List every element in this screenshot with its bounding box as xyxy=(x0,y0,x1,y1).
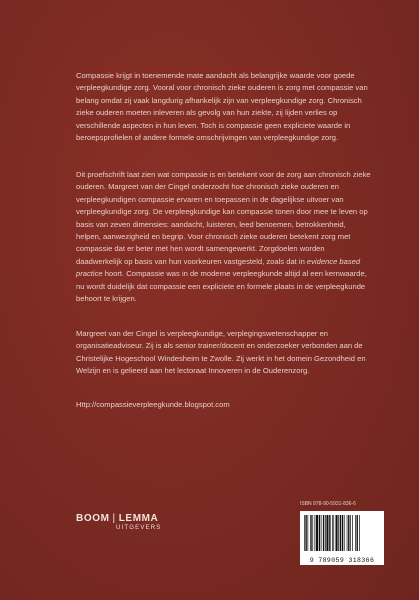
barcode-bar xyxy=(316,515,318,551)
barcode-bar xyxy=(308,515,309,551)
barcode-bar xyxy=(359,515,360,551)
author-bio-text: Margreet van der Cingel is verpleegkundige, verplegingswetenschapper en organisatieadviseur. Zij is als senior trainer/docent en onderzoeker verbonden aan de Christelijke Hogeschool Windesheim te Zwolle. Zij werkt in het domein Gezondheid en Welzijn en is gelieerd aan het lectoraat Innoveren in de Ouderenzorg. xyxy=(76,329,366,376)
publisher-name-right: LEMMA xyxy=(118,513,159,524)
isbn-label: ISBN 978-90-5931-836-6 xyxy=(300,501,356,507)
barcode-bar xyxy=(333,515,334,551)
barcode xyxy=(300,511,384,565)
publisher-logo xyxy=(76,513,161,531)
barcode-bar xyxy=(338,515,339,551)
summary-paragraph-text-a: Dit proefschrift laat zien wat compassie is en betekent voor de zorg aan chronisch zieke ouderen. Margreet van der Cingel onderzocht hoe chronisch zieke ouderen en verpleegkundigen compassie ervaren en toepassen in de dagelijkse uitvoer van verpleegkundige zorg. De verpleegkundige kan compassie tonen door mee te leven op basis van zeven dimensies: aandacht, luisteren, leed benoemen, betrokkenheid, helpen, aanwezigheid en begrip. Voor chronisch zieke ouderen betekent zorg met compassie dat er beter met hen wordt samengewerkt. Zorgdoelen worden daadwerkelijk op basis van hun voorkeuren vastgesteld, zoals dat in xyxy=(76,170,371,266)
publisher-subtitle: UITGEVERS xyxy=(116,525,162,531)
author-bio-paragraph xyxy=(76,328,372,378)
publisher-name xyxy=(76,513,161,524)
barcode-bar xyxy=(348,515,349,551)
barcode-bar xyxy=(336,515,338,551)
summary-paragraph-text-b: hoort. Compassie was in de moderne verpleegkunde altijd al een kernwaarde, nu wordt duidelijk dat compassie een expliciete en formele plaats in de verpleegkunde behoort te krijgen. xyxy=(76,269,367,304)
barcode-bar xyxy=(321,515,322,551)
barcode-bars xyxy=(304,515,380,553)
barcode-bar xyxy=(312,515,313,551)
barcode-bar xyxy=(323,515,324,551)
publisher-name-left: BOOM xyxy=(76,513,110,524)
barcode-bar xyxy=(326,515,328,551)
intro-paragraph xyxy=(76,70,372,144)
barcode-bar xyxy=(310,515,311,551)
barcode-bar xyxy=(329,515,330,551)
barcode-digits: 9 789059 318366 xyxy=(309,557,375,564)
blog-url[interactable] xyxy=(76,399,372,411)
barcode-bar xyxy=(352,515,353,551)
summary-paragraph xyxy=(76,169,372,305)
barcode-bar xyxy=(332,515,333,551)
barcode-bar xyxy=(340,515,341,551)
barcode-bar xyxy=(315,515,316,551)
barcode-bar xyxy=(357,515,358,551)
publisher-separator: | xyxy=(112,513,116,524)
barcode-bar xyxy=(304,515,305,551)
barcode-bar xyxy=(350,515,351,551)
barcode-bar xyxy=(305,515,306,551)
barcode-bar xyxy=(355,515,356,551)
barcode-bar xyxy=(344,515,345,551)
summary-paragraph-emphasis: evidence based practice xyxy=(76,256,361,279)
barcode-bar xyxy=(342,515,343,551)
barcode-bar xyxy=(325,515,326,551)
barcode-bar xyxy=(319,515,320,551)
intro-paragraph-text: Compassie krijgt in toenemende mate aandacht als belangrijke waarde voor goede verpleegkundige zorg. Vooral voor chronisch zieke ouderen is zorg met compassie van belang omdat zij vaak langdurig afhankelijk zijn van verpleegkundige zorg. Chronisch zieke ouderen moeten inleveren als gevolg van hun ziekte, zij lijden verlies op verschillende aspecten in hun leven. Toch is compassie geen expliciete waarde in beroepsprofielen of andere formele omschrijvingen van verpleegkundige zorg. xyxy=(76,71,368,143)
isbn-area xyxy=(300,500,384,565)
blog-url-text: Http://compassieverpleegkunde.blogspot.com xyxy=(76,400,230,409)
barcode-bar xyxy=(347,515,348,551)
